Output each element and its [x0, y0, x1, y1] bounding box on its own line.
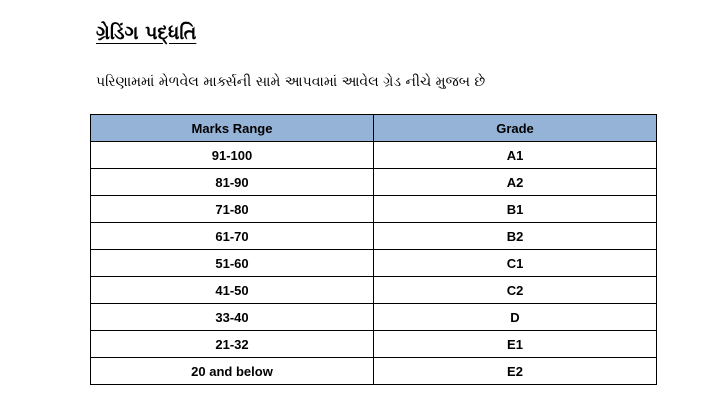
table-row	[91, 331, 657, 358]
table-row	[91, 304, 657, 331]
marks-range-cell: 91-100	[91, 142, 374, 169]
grade-cell: D	[374, 304, 657, 331]
intro-text: પરિણામમાં મેળવેલ માર્ક્સની સામે આપવામાં આવેલ ગ્રેડ નીચે મુજબ છે	[96, 74, 486, 90]
marks-range-cell: 51-60	[91, 250, 374, 277]
marks-range-cell: 21-32	[91, 331, 374, 358]
table-row	[91, 169, 657, 196]
marks-range-cell: 20 and below	[91, 358, 374, 385]
grade-cell: A2	[374, 169, 657, 196]
grading-table	[90, 114, 657, 385]
table-row	[91, 358, 657, 385]
marks-range-cell: 71-80	[91, 196, 374, 223]
table-row	[91, 277, 657, 304]
grade-cell: E2	[374, 358, 657, 385]
grade-cell: C1	[374, 250, 657, 277]
table-row	[91, 223, 657, 250]
marks-range-cell: 33-40	[91, 304, 374, 331]
grade-cell: E1	[374, 331, 657, 358]
table-row	[91, 250, 657, 277]
marks-range-cell: 41-50	[91, 277, 374, 304]
grade-cell: C2	[374, 277, 657, 304]
table-row	[91, 196, 657, 223]
page-heading: ગ્રેડિંગ પદ્ધતિ	[96, 22, 197, 44]
marks-range-cell: 81-90	[91, 169, 374, 196]
column-header-marks-range: Marks Range	[91, 115, 374, 142]
marks-range-cell: 61-70	[91, 223, 374, 250]
table-row	[91, 142, 657, 169]
grade-cell: A1	[374, 142, 657, 169]
table-header-row	[91, 115, 657, 142]
grade-cell: B1	[374, 196, 657, 223]
column-header-grade: Grade	[374, 115, 657, 142]
grade-cell: B2	[374, 223, 657, 250]
